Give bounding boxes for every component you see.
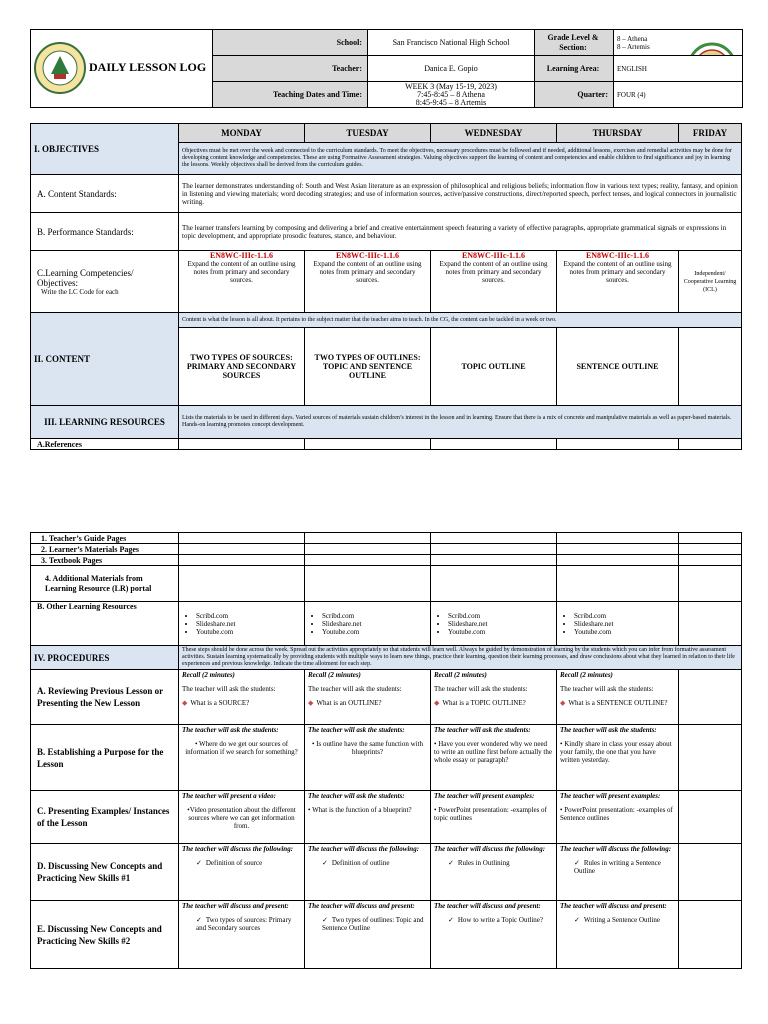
content-topic-friday [679, 328, 742, 406]
diamond-bullet-icon: ◆ [560, 699, 566, 707]
proc-e-item: Two types of outlines: Topic and Sentence Outline [322, 916, 424, 932]
proc-d-heading: The teacher will discuss the following: [560, 845, 672, 853]
resources-monday [179, 602, 305, 646]
check-icon: ✓ [448, 859, 454, 867]
quarter-value: FOUR (4) [617, 90, 646, 99]
dates-label: Teaching Dates and Time: [213, 82, 368, 108]
day-thursday: THURSDAY [557, 124, 679, 143]
ask-text: The teacher will ask the students: [308, 685, 402, 693]
resource-slideshare: • Slideshare.net [574, 620, 675, 628]
proc-d-heading: The teacher will discuss the following: [308, 845, 420, 853]
proc-b-label: B. Establishing a Purpose for the Lesson [31, 725, 179, 791]
proc-e-heading: The teacher will discuss and present: [560, 902, 667, 910]
content-label: II. CONTENT [31, 313, 179, 406]
proc-b-thursday [557, 725, 679, 791]
proc-b-item: • Kindly share in class your essay about your family, the one that you have written yesterday. [560, 740, 672, 764]
resource-scribd: • Scribd.com [322, 612, 427, 620]
ref-additional-label: 4. Additional Materials from Learning Resource (LR) portal [31, 566, 179, 602]
proc-c-heading: The teacher will present examples: [434, 792, 535, 800]
day-monday: MONDAY [179, 124, 305, 143]
ref-tb-label: 3. Textbook Pages [31, 555, 179, 566]
proc-c-heading: The teacher will present examples: [560, 792, 661, 800]
objectives-label: I. OBJECTIVES [31, 124, 179, 175]
content-topic-tuesday: TWO TYPES OF OUTLINES: TOPIC AND SENTENCE OUTLINE [305, 328, 431, 406]
proc-e-item: Two types of sources: Primary and Secondary sources [196, 916, 292, 932]
page-title: DAILY LESSON LOG [89, 59, 207, 74]
performance-standards-text: The learner transfers learning by composing and delivering a brief and creative entertainment speech featuring a variety of effective paragraphs, appropriate grammatical signals or expressions in topic development, and appropriate prosodic features, stance, and behaviour. [179, 213, 742, 251]
other-resources-label: B. Other Learning Resources [31, 602, 179, 646]
lesson-table-top [30, 123, 742, 450]
grade-label: Grade Level & Section: [535, 30, 614, 56]
proc-c-thursday [557, 791, 679, 844]
recall-heading: Recall (2 minutes) [560, 671, 613, 679]
lc-code: EN8WC-IIIc-1.1.6 [585, 251, 650, 260]
ask-text: The teacher will ask the students: [182, 685, 276, 693]
proc-d-item: Rules in writing a Sentence Outline [574, 859, 661, 875]
day-tuesday: TUESDAY [305, 124, 431, 143]
proc-e-tuesday [305, 901, 431, 969]
content-standards-text: The learner demonstrates understanding of: South and West Asian literature as an expression of philosophical and religious beliefs; information flow in various text types; reality, fantasy, and opinion in listening and viewing materials; word decoding strategies; and use of information sources, active/passive constructions, direct/reported speech, perfect tenses, and logical connectors in journalistic writing. [179, 175, 742, 213]
school-label: School: [213, 30, 368, 56]
grade-1: 8 – Athena [617, 34, 648, 43]
question: What is a SOURCE? [190, 699, 250, 707]
title-cell [31, 30, 213, 108]
content-topic-wednesday: TOPIC OUTLINE [431, 328, 557, 406]
area-value: ENGLISH [617, 64, 647, 73]
resource-slideshare: • Slideshare.net [196, 620, 301, 628]
proc-b-wednesday [431, 725, 557, 791]
proc-c-item: •Video presentation about the different sources where we can get information from. [187, 806, 296, 830]
competencies-sublabel: Write the LC Code for each [41, 287, 119, 296]
resource-youtube: • Youtube.com [322, 628, 427, 636]
grade-2: 8 – Artemis [617, 42, 650, 51]
recall-heading: Recall (2 minutes) [308, 671, 361, 679]
proc-a-thursday [557, 670, 679, 725]
competency-text: Expand the content of an outline using notes from primary and secondary sources. [187, 260, 296, 284]
proc-e-thursday [557, 901, 679, 969]
recall-heading: Recall (2 minutes) [182, 671, 235, 679]
recall-heading: Recall (2 minutes) [434, 671, 487, 679]
competency-monday [179, 251, 305, 313]
check-icon: ✓ [448, 916, 454, 924]
proc-c-tuesday [305, 791, 431, 844]
question: What is a TOPIC OUTLINE? [442, 699, 526, 707]
check-icon: ✓ [574, 859, 580, 867]
area-label: Learning Area: [535, 56, 614, 82]
school-value: San Francisco National High School [368, 30, 535, 56]
proc-c-heading: The teacher will ask the students: [308, 792, 405, 800]
day-wednesday: WEDNESDAY [431, 124, 557, 143]
proc-b-heading: The teacher will ask the students: [308, 726, 405, 734]
teacher-label: Teacher: [213, 56, 368, 82]
proc-c-monday [179, 791, 305, 844]
competency-wednesday [431, 251, 557, 313]
dates-value [368, 82, 535, 108]
question: What is a SENTENCE OUTLINE? [568, 699, 668, 707]
lc-code: EN8WC-IIIc-1.1.6 [461, 251, 526, 260]
resource-scribd: • Scribd.com [196, 612, 301, 620]
resource-slideshare: • Slideshare.net [448, 620, 553, 628]
proc-c-item: • PowerPoint presentation: -examples of Sentence outlines [560, 806, 673, 822]
resource-scribd: • Scribd.com [574, 612, 675, 620]
quarter-cell [614, 82, 743, 108]
procedures-note: These steps should be done across the week. Spread out the activities appropriately so that students will learn well. Always be guided by demonstration of learning by the students which you can infer from formative assessment activities. Sustain learning systematically by providing students with multiple ways to learn new things, practice their learning, question their learning processes, and draw conclusions about what they learned in relation to their life experiences and previous knowledge. Indicate the time allotment for each step. [179, 646, 742, 670]
lc-code: EN8WC-IIIc-1.1.6 [209, 251, 274, 260]
teacher-value: Danica E. Gopio [368, 56, 535, 82]
content-topic-monday: TWO TYPES OF SOURCES: PRIMARY AND SECONDARY SOURCES [179, 328, 305, 406]
proc-c-wednesday [431, 791, 557, 844]
proc-e-label: E. Discussing New Concepts and Practicing New Skills #2 [31, 901, 179, 969]
proc-b-heading: The teacher will ask the students: [182, 726, 279, 734]
diamond-bullet-icon: ◆ [308, 699, 314, 707]
content-note: Content is what the lesson is all about. It pertains to the subject matter that the teacher aims to teach. In the CG, the content can be tackled in a week or two. [179, 313, 742, 328]
competency-text: Expand the content of an outline using notes from primary and secondary sources. [313, 260, 422, 284]
dates-artemis: 8:45-9:45 – 8 Artemis [415, 97, 487, 107]
proc-d-item: Definition of source [205, 859, 263, 867]
proc-d-heading: The teacher will discuss the following: [434, 845, 546, 853]
header-table [30, 29, 743, 108]
proc-e-item: Writing a Sentence Outline [583, 916, 660, 924]
proc-b-monday [179, 725, 305, 791]
proc-b-item: • Where do we get our sources of information if we search for something? [185, 740, 298, 756]
competency-text: Expand the content of an outline using notes from primary and secondary sources. [563, 260, 672, 284]
proc-c-item: • PowerPoint presentation: -examples of topic outlines [434, 806, 547, 822]
proc-d-tuesday [305, 844, 431, 901]
resources-tuesday [305, 602, 431, 646]
proc-b-item: • Is outline have the same function with blueprints? [311, 740, 424, 756]
proc-c-item: • What is the function of a blueprint? [308, 806, 412, 814]
references-label: A.References [31, 439, 179, 450]
resources-wednesday [431, 602, 557, 646]
check-icon: ✓ [322, 916, 328, 924]
proc-e-heading: The teacher will discuss and present: [434, 902, 541, 910]
dates-athena: 7:45-8:45 – 8 Athena [417, 89, 485, 99]
lc-code: EN8WC-IIIc-1.1.6 [335, 251, 400, 260]
proc-d-heading: The teacher will discuss the following: [182, 845, 294, 853]
proc-d-item: Definition of outline [331, 859, 390, 867]
proc-d-label: D. Discussing New Concepts and Practicing New Skills #1 [31, 844, 179, 901]
content-topic-thursday: SENTENCE OUTLINE [557, 328, 679, 406]
competency-thursday [557, 251, 679, 313]
resource-youtube: • Youtube.com [448, 628, 553, 636]
resource-youtube: • Youtube.com [196, 628, 301, 636]
competency-friday: Independent/ Cooperative Learning (ICL) [679, 251, 742, 313]
check-icon: ✓ [322, 859, 328, 867]
proc-e-heading: The teacher will discuss and present: [308, 902, 415, 910]
question: What is an OUTLINE? [316, 699, 382, 707]
competency-text: Expand the content of an outline using notes from primary and secondary sources. [439, 260, 548, 284]
ask-text: The teacher will ask the students: [434, 685, 528, 693]
proc-a-label: A. Reviewing Previous Lesson or Presenting the New Lesson [31, 670, 179, 725]
proc-e-item: How to write a Topic Outline? [457, 916, 543, 924]
proc-a-tuesday [305, 670, 431, 725]
dates-week: WEEK 3 (May 15-19, 2023) [405, 81, 497, 91]
proc-d-item: Rules in Outlining [457, 859, 510, 867]
proc-c-heading: The teacher will present a video: [182, 792, 276, 800]
proc-a-wednesday [431, 670, 557, 725]
learning-resources-label: III. LEARNING RESOURCES [31, 406, 179, 439]
competency-tuesday [305, 251, 431, 313]
proc-b-heading: The teacher will ask the students: [434, 726, 531, 734]
check-icon: ✓ [574, 916, 580, 924]
lesson-table-bottom [30, 532, 742, 969]
ask-text: The teacher will ask the students: [560, 685, 654, 693]
content-standards-label: A. Content Standards: [31, 175, 179, 213]
objectives-note: Objectives must be met over the week and connected to the curriculum standards. To meet the objectives, necessary procedures must be followed and if needed, additional lessons, exercises and remedial activities may be done for developing content knowledge and competencies. These are using Formative Assessment strategies. Valuing objectives support the learning of content and competencies and enable children to find significance and joy in learning the lessons. Weekly objectives shall be derived from the curriculum guides. [179, 143, 742, 175]
proc-d-wednesday [431, 844, 557, 901]
learning-resources-note: Lists the materials to be used in different days. Varied sources of materials sustain children’s interest in the lesson and in learning. Ensure that there is a mix of concrete and manipulative materials as well as paper-based materials. Hands-on learning promotes concept development. [179, 406, 742, 439]
resource-youtube: • Youtube.com [574, 628, 675, 636]
quarter-label: Quarter: [535, 82, 614, 108]
proc-a-monday [179, 670, 305, 725]
proc-c-label: C. Presenting Examples/ Instances of the Lesson [31, 791, 179, 844]
check-icon: ✓ [196, 916, 202, 924]
area-cell [614, 56, 743, 82]
proc-b-tuesday [305, 725, 431, 791]
proc-e-heading: The teacher will discuss and present: [182, 902, 289, 910]
check-icon: ✓ [196, 859, 202, 867]
competencies-label: C.Learning Competencies/ Objectives: [37, 267, 134, 288]
proc-b-item: • Have you ever wondered why we need to write an outline first before actually the whole essay or paragraph? [434, 740, 552, 764]
proc-e-monday [179, 901, 305, 969]
resources-thursday [557, 602, 679, 646]
ref-lm-label: 2. Learner’s Materials Pages [31, 544, 179, 555]
diamond-bullet-icon: ◆ [434, 699, 440, 707]
resource-scribd: • Scribd.com [448, 612, 553, 620]
proc-d-thursday [557, 844, 679, 901]
day-friday: FRIDAY [679, 124, 742, 143]
proc-d-monday [179, 844, 305, 901]
deped-logo [33, 41, 87, 97]
proc-b-heading: The teacher will ask the students: [560, 726, 657, 734]
performance-standards-label: B. Performance Standards: [31, 213, 179, 251]
grade-value [614, 30, 743, 56]
school-seal [686, 32, 738, 56]
competencies-label-cell [31, 251, 179, 313]
ref-tg-label: 1. Teacher’s Guide Pages [31, 533, 179, 544]
resource-slideshare: • Slideshare.net [322, 620, 427, 628]
proc-e-wednesday [431, 901, 557, 969]
procedures-label: IV. PROCEDURES [31, 646, 179, 670]
diamond-bullet-icon: ◆ [182, 699, 188, 707]
